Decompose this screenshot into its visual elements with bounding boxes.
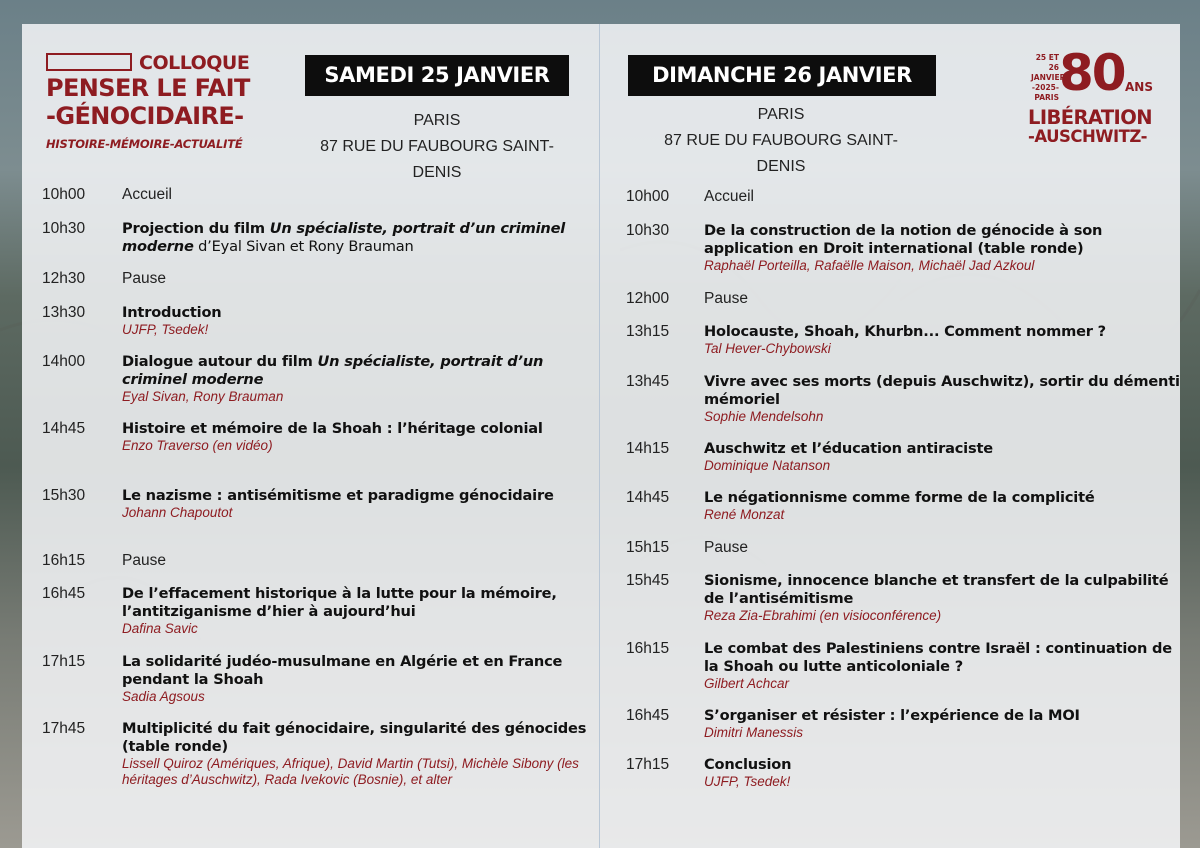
item-title: Pause: [704, 290, 748, 307]
logo-small-line: JANVIER: [1031, 73, 1066, 82]
logo-colloque: COLLOQUE: [139, 52, 250, 74]
item-speaker: Sadia Agsous: [122, 689, 205, 704]
item-title: [122, 353, 587, 389]
item-speaker: Enzo Traverso (en vidéo): [122, 438, 273, 453]
item-speaker: UJFP, Tsedek!: [704, 774, 791, 789]
item-time: 14h45: [42, 420, 86, 437]
item-time: 12h30: [42, 270, 86, 287]
item-title: Le nazisme : antisémitisme et paradigme génocidaire: [122, 487, 554, 504]
logo-liberation: LIBÉRATION: [1028, 106, 1152, 129]
item-body: [122, 270, 587, 288]
item-time: 16h15: [626, 640, 670, 657]
panel-divider: [599, 24, 600, 848]
item-time: 17h15: [42, 653, 86, 670]
logo-title-line2: -GÉNOCIDAIRE-: [46, 102, 244, 130]
item-time: 14h15: [626, 440, 670, 457]
item-time: 10h00: [626, 188, 670, 205]
item-title: Vivre avec ses morts (depuis Auschwitz), sortir du démenti mémoriel: [704, 373, 1180, 408]
item-speaker: Sophie Mendelsohn: [704, 409, 824, 424]
item-speaker: Dominique Natanson: [704, 458, 831, 473]
item-title: Le négationnisme comme forme de la complicité: [704, 489, 1095, 506]
item-body: [704, 756, 1182, 790]
logo-subtitle: HISTOIRE-MÉMOIRE-ACTUALITÉ: [46, 137, 243, 151]
item-time: 13h45: [626, 373, 670, 390]
logo-ans: ANS: [1125, 80, 1153, 94]
date-sunday: DIMANCHE 26 JANVIER: [628, 55, 936, 96]
logo-small-line: 25 ET 26: [1035, 53, 1059, 72]
item-body: [704, 222, 1182, 274]
item-body: [122, 304, 587, 338]
item-time: 16h15: [42, 552, 86, 569]
venue-city: PARIS: [757, 106, 805, 123]
film-title: Un spécialiste, portrait d’un criminel moderne: [122, 220, 566, 255]
item-title: Auschwitz et l’éducation antiraciste: [704, 440, 993, 457]
item-body: [704, 290, 1182, 308]
item-title: Pause: [704, 539, 748, 556]
item-title: De l’effacement historique à la lutte pour la mémoire, l’antitziganisme d’hier à aujourd’hui: [122, 585, 557, 620]
item-body: [122, 585, 587, 637]
item-speaker: Gilbert Achcar: [704, 676, 790, 691]
item-time: 17h15: [626, 756, 670, 773]
item-body: [704, 323, 1182, 357]
item-title: Pause: [122, 270, 166, 287]
item-speaker: Dimitri Manessis: [704, 725, 804, 740]
item-body: [122, 220, 587, 256]
item-body: [122, 186, 587, 204]
item-time: 12h00: [626, 290, 670, 307]
item-time: 13h30: [42, 304, 86, 321]
item-body: [704, 640, 1182, 692]
item-speaker: Tal Hever-Chybowski: [704, 341, 831, 356]
item-body: [704, 489, 1182, 523]
item-body: [122, 353, 587, 405]
logo-auschwitz: -AUSCHWITZ-: [1028, 127, 1147, 146]
item-title: Le combat des Palestiniens contre Israël : continuation de la Shoah ou lutte anticoloniale ?: [704, 640, 1172, 675]
item-title: Conclusion: [704, 756, 792, 773]
venue-address: 87 RUE DU FAUBOURG SAINT-DENIS: [664, 132, 898, 175]
item-speaker: Raphaël Porteilla, Rafaëlle Maison, Michaël Jad Azkoul: [704, 258, 1035, 273]
item-speaker: Johann Chapoutot: [122, 505, 233, 520]
item-time: 13h15: [626, 323, 670, 340]
item-body: [122, 420, 587, 454]
item-title: Sionisme, innocence blanche et transfert de la culpabilité de l’antisémitisme: [704, 572, 1169, 607]
item-body: [122, 653, 587, 705]
item-title: Pause: [122, 552, 166, 569]
item-speaker: Reza Zia-Ebrahimi (en visioconférence): [704, 608, 942, 623]
item-body: [704, 539, 1182, 557]
item-speaker: Eyal Sivan, Rony Brauman: [122, 389, 284, 404]
item-title: [122, 220, 587, 256]
logo-small-line: PARIS: [1034, 93, 1059, 102]
program-sunday: [626, 0, 1186, 848]
title-text: Dialogue autour du film: [122, 353, 318, 370]
item-time: 14h00: [42, 353, 86, 370]
item-body: [704, 373, 1182, 425]
item-body: [704, 572, 1182, 624]
item-time: 10h30: [626, 222, 670, 239]
item-title: Histoire et mémoire de la Shoah : l’héritage colonial: [122, 420, 543, 437]
logo-title-line1: PENSER LE FAIT: [46, 74, 250, 102]
item-title: De la construction de la notion de génocide à son application en Droit international (table ronde): [704, 222, 1103, 257]
item-title: Accueil: [122, 186, 172, 203]
film-title: Un spécialiste, portrait d’un criminel moderne: [122, 353, 544, 388]
item-body: [704, 707, 1182, 741]
title-text: d’Eyal Sivan et Rony Brauman: [193, 238, 414, 255]
item-body: [122, 487, 587, 521]
item-time: 15h45: [626, 572, 670, 589]
item-time: 15h30: [42, 487, 86, 504]
item-body: [704, 440, 1182, 474]
venue-address: 87 RUE DU FAUBOURG SAINT-DENIS: [320, 138, 554, 181]
item-title: La solidarité judéo-musulmane en Algérie et en France pendant la Shoah: [122, 653, 563, 688]
item-title: Accueil: [704, 188, 754, 205]
venue-city: PARIS: [413, 112, 461, 129]
item-time: 10h30: [42, 220, 86, 237]
program-saturday: [42, 0, 592, 848]
item-speaker: Lissell Quiroz (Amériques, Afrique), David Martin (Tutsi), Michèle Sibony (les héritages d’Auschwitz), Rada Ivekovic (Bosnie), et alter: [122, 756, 579, 787]
date-saturday: SAMEDI 25 JANVIER: [305, 55, 569, 96]
title-text: Projection du film: [122, 220, 270, 237]
item-title: S’organiser et résister : l’expérience de la MOI: [704, 707, 1080, 724]
logo-80: 80: [1059, 44, 1125, 102]
item-time: 15h15: [626, 539, 670, 556]
item-time: 14h45: [626, 489, 670, 506]
item-title: Introduction: [122, 304, 222, 321]
item-title: Multiplicité du fait génocidaire, singularité des génocides (table ronde): [122, 720, 587, 755]
item-speaker: René Monzat: [704, 507, 785, 522]
item-speaker: Dafina Savic: [122, 621, 198, 636]
item-body: [122, 552, 587, 570]
logo-small-line: -2025-: [1031, 83, 1059, 92]
item-time: 17h45: [42, 720, 86, 737]
item-time: 16h45: [626, 707, 670, 724]
item-body: [704, 188, 1182, 206]
item-title: Holocauste, Shoah, Khurbn... Comment nommer ?: [704, 323, 1106, 340]
item-time: 10h00: [42, 186, 86, 203]
item-body: [122, 720, 587, 788]
item-time: 16h45: [42, 585, 86, 602]
item-speaker: UJFP, Tsedek!: [122, 322, 209, 337]
